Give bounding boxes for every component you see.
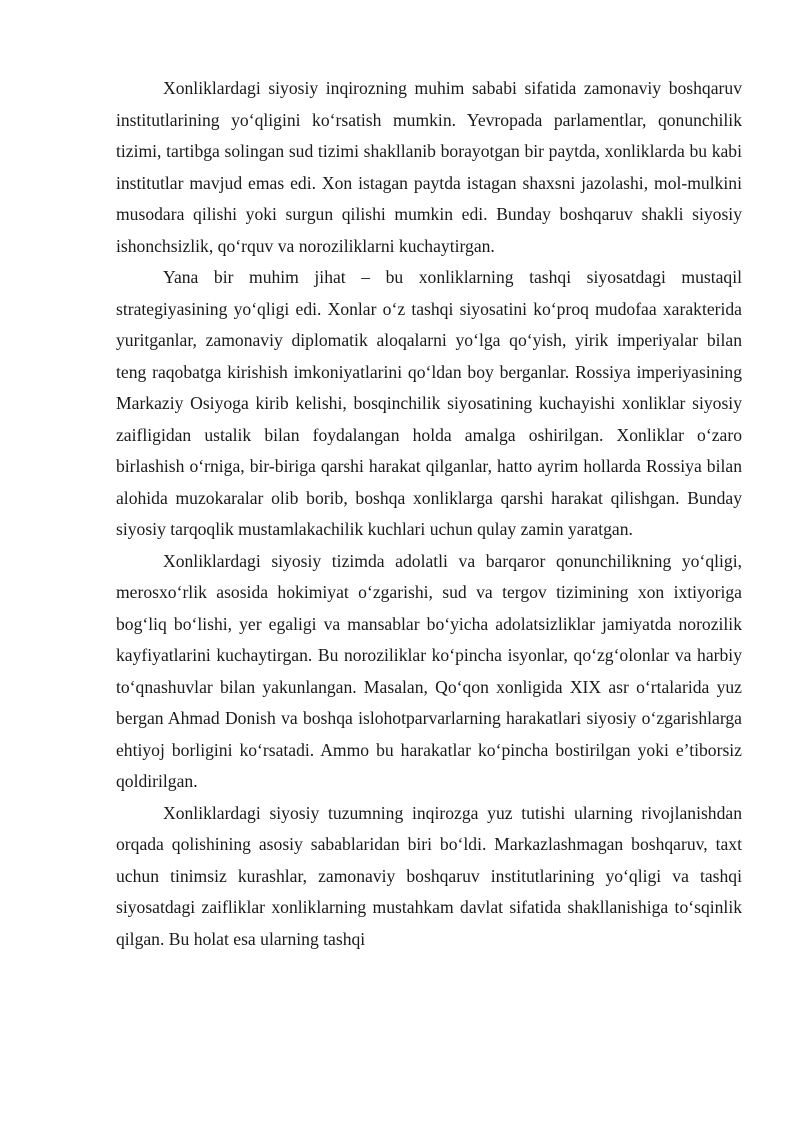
paragraph-2: Yana bir muhim jihat – bu xonliklarning tashqi siyosatdagi mustaqil strategiyasining yo‘qligi edi. Xonlar o‘z tashqi siyosatini ko‘proq mudofaa xarakterida yuritganlar, zamonaviy diplomatik aloqalarni yo‘lga qo‘yish, yirik imperiyalar bilan teng raqobatga kirishish imkoniyatlarini qo‘ldan boy berganlar. Rossiya imperiyasining Markaziy Osiyoga kirib kelishi, bosqinchilik siyosatining kuchayishi xonliklar siyosiy zaifligidan ustalik bilan foydalangan holda amalga oshirilgan. Xonliklar o‘zaro birlashish o‘rniga, bir-biriga qarshi harakat qilganlar, hatto ayrim hollarda Rossiya bilan alohida muzokaralar olib borib, boshqa xonliklarga qarshi harakat qilishgan. Bunday siyosiy tarqoqlik mustamlakachilik kuchlari uchun qulay zamin yaratgan. <box>116 267 742 539</box>
paragraph-3: Xonliklardagi siyosiy tizimda adolatli va barqaror qonunchilikning yo‘qligi, merosxo‘rlik asosida hokimiyat o‘zgarishi, sud va tergov tizimining xon ixtiyoriga bog‘liq bo‘lishi, yer egaligi va mansablar bo‘yicha adolatsizliklar jamiyatda norozilik kayfiyatlarini kuchaytirgan. Bu noroziliklar ko‘pincha isyonlar, qo‘zg‘olonlar va harbiy to‘qnashuvlar bilan yakunlangan. Masalan, Qo‘qon xonligida XIX asr o‘rtalarida yuz bergan Ahmad Donish va boshqa islohotparvarlarning harakatlari siyosiy o‘zgarishlarga ehtiyoj borligini ko‘rsatadi. Ammo bu harakatlar ko‘pincha bostirilgan yoki e’tiborsiz qoldirilgan. <box>116 550 742 791</box>
paragraph-4: Xonliklardagi siyosiy tuzumning inqirozga yuz tutishi ularning rivojlanishdan orqada qolishining asosiy sabablaridan biri bo‘ldi. Markazlashmagan boshqaruv, taxt uchun tinimsiz kurashlar, zamonaviy boshqaruv institutlarining yo‘qligi va tashqi siyosatdagi zaifliklar xonliklarning mustahkam davlat sifatida shakllanishiga to‘sqinlik qilgan. Bu holat esa ularning tashqi <box>116 802 742 949</box>
paragraph-1: Xonliklardagi siyosiy inqirozning muhim sababi sifatida zamonaviy boshqaruv institutlarining yo‘qligini ko‘rsatish mumkin. Yevropada parlamentlar, qonunchilik tizimi, tartibga solingan sud tizimi shakllanib borayotgan bir paytda, xonliklarda bu kabi institutlar mavjud emas edi. Xon istagan paytda istagan shaxsni jazolashi, mol-mulkini musodara qilishi yoki surgun qilishi mumkin edi. Bunday boshqaruv shakli siyosiy ishonchsizlik, qo‘rquv va noroziliklarni kuchaytirgan. <box>116 78 742 256</box>
document-body <box>116 73 742 955</box>
